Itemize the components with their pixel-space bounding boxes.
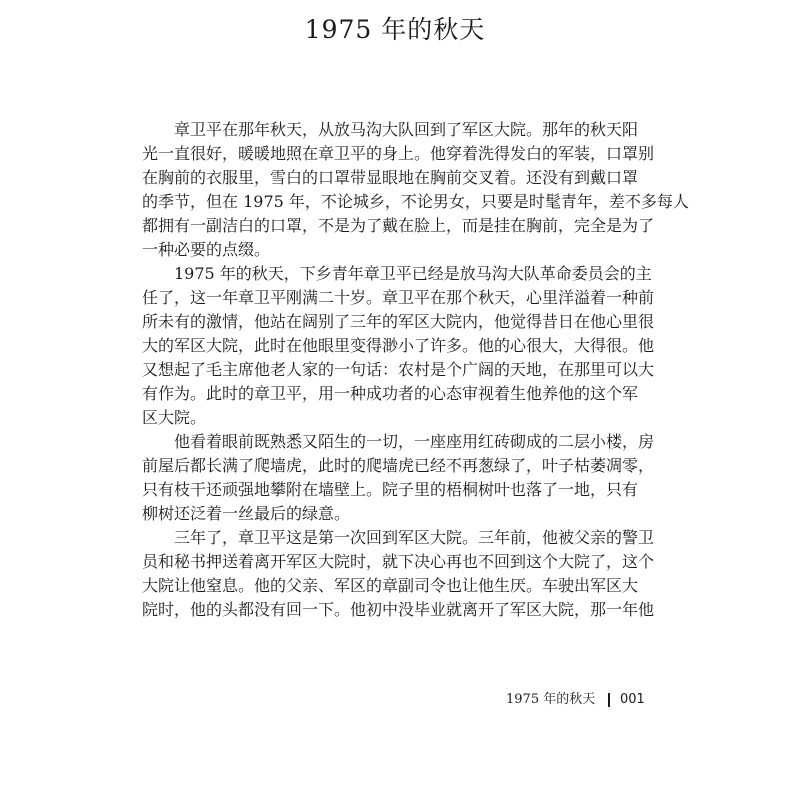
text-line: 柳树还泛着一丝最后的绿意。: [142, 504, 351, 523]
text-line: 又想起了毛主席他老人家的一句话：农村是个广阔的天地，在那里可以大: [142, 360, 655, 379]
text-line: 三年了，章卫平这是第一次回到军区大院。三年前，他被父亲的警卫: [142, 528, 655, 547]
running-title: 1975 年的秋天: [506, 692, 596, 707]
text-line: 区大院。: [142, 408, 207, 427]
footer-divider: [608, 693, 610, 707]
text-line: 一种必要的点缀。: [142, 240, 271, 259]
text-line: 章卫平在那年秋天，从放马沟大队回到了军区大院。那年的秋天阳: [142, 120, 639, 139]
text-line: 都拥有一副洁白的口罩，不是为了戴在脸上，而是挂在胸前，完全是为了: [142, 216, 655, 235]
text-line: 任了，这一年章卫平刚满二十岁。章卫平在那个秋天，心里洋溢着一种前: [142, 288, 655, 307]
text-line: 前屋后都长满了爬墙虎，此时的爬墙虎已经不再葱绿了，叶子枯萎凋零，: [142, 456, 655, 475]
text-line: 的季节，但在 1975 年，不论城乡，不论男女，只要是时髦青年，差不多每人: [142, 192, 689, 211]
text-line: 光一直很好，暖暖地照在章卫平的身上。他穿着洗得发白的军装，口罩别: [142, 144, 655, 163]
text-line: 院时，他的头都没有回一下。他初中没毕业就离开了军区大院，那一年他: [142, 600, 655, 619]
text-line: 大院让他窒息。他的父亲、军区的章副司令也让他生厌。车驶出军区大: [142, 576, 639, 595]
chapter-title: 1975 年的秋天: [304, 15, 486, 44]
chapter-body: [142, 118, 689, 622]
text-line: 只有枝干还顽强地攀附在墙壁上。院子里的梧桐树叶也落了一地，只有: [142, 480, 639, 499]
text-line: 在胸前的衣服里，雪白的口罩带显眼地在胸前交叉着。还没有到戴口罩: [142, 168, 639, 187]
text-line: 他看着眼前既熟悉又陌生的一切，一座座用红砖砌成的二层小楼，房: [142, 432, 655, 451]
text-line: 有作为。此时的章卫平，用一种成功者的心态审视着生他养他的这个军: [142, 384, 639, 403]
text-line: 所未有的激情，他站在阔别了三年的军区大院内，他觉得昔日在他心里很: [142, 312, 655, 331]
text-line: 员和秘书押送着离开军区大院时，就下决心再也不回到这个大院了，这个: [142, 552, 655, 571]
page-number: 001: [620, 692, 645, 707]
page-footer: [470, 690, 645, 710]
text-line: 1975 年的秋天，下乡青年章卫平已经是放马沟大队革命委员会的主: [142, 264, 652, 283]
text-line: 大的军区大院，此时在他眼里变得渺小了许多。他的心很大，大得很。他: [142, 336, 655, 355]
